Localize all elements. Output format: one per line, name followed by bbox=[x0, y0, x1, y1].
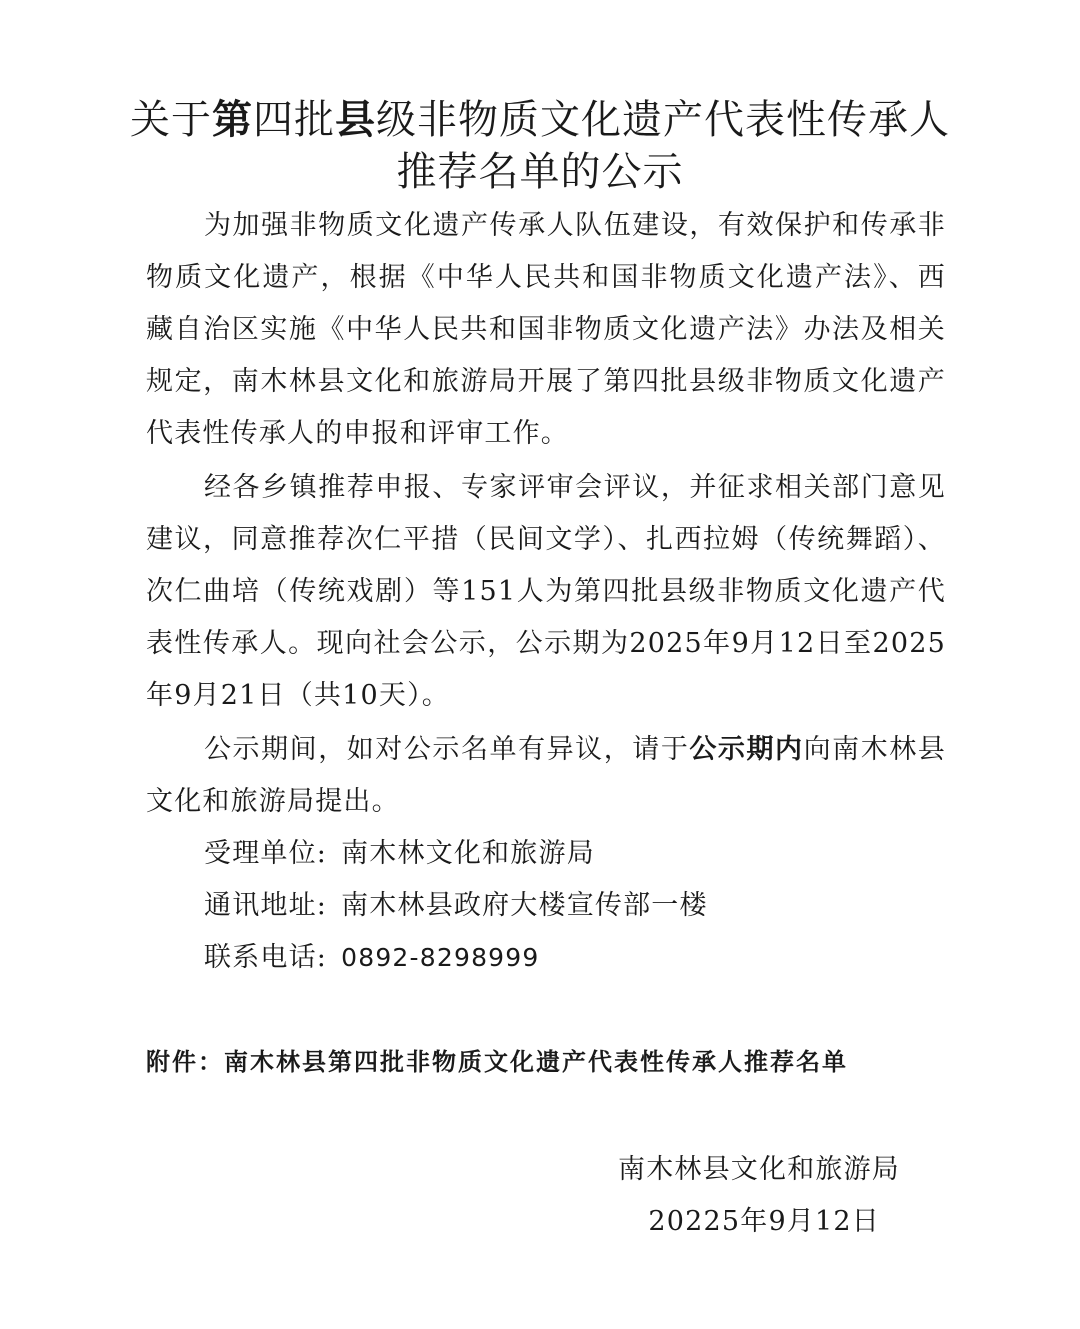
body-paragraph-3 bbox=[146, 724, 946, 828]
contact-unit-value: 南木林文化和旅游局 bbox=[341, 838, 595, 869]
contact-unit bbox=[204, 828, 595, 880]
title-bold-2: 县 bbox=[335, 96, 376, 143]
paragraph-3-text-1: 公示期间，如对公示名单有异议，请于 bbox=[204, 734, 690, 765]
body-paragraph-1: 为加强非物质文化遗产传承人队伍建设，有效保护和传承非物质文化遗产，根据《中华人民共和国非物质文化遗产法》、西藏自治区实施《中华人民共和国非物质文化遗产法》办法及相关规定，南木林县文化和旅游局开展了第四批县级非物质文化遗产代表性传承人的申报和评审工作。 bbox=[146, 210, 946, 449]
contact-phone-value: 0892-8298999 bbox=[341, 943, 540, 972]
body-paragraph-2: 经各乡镇推荐申报、专家评审会评议，并征求相关部门意见建议，同意推荐次仁平措（民间文学）、扎西拉姆（传统舞蹈）、次仁曲培（传统戏剧）等151人为第四批县级非物质文化遗产代表性传承人。现向社会公示，公示期为2025年9月12日至2025年9月21日（共10天）。 bbox=[146, 472, 946, 711]
contact-unit-label: 受理单位: bbox=[204, 838, 328, 869]
title-text-3: 级非物质文化遗产代表性传承人 bbox=[376, 97, 950, 143]
contact-phone-label: 联系电话: bbox=[204, 942, 328, 973]
document-title-line-2: 推荐名单的公示 bbox=[396, 149, 684, 195]
title-text-2: 四批 bbox=[253, 97, 335, 143]
contact-address-label: 通讯地址: bbox=[204, 890, 328, 921]
paragraph-3-bold: 公示期内 bbox=[689, 734, 804, 765]
document-title-line-1 bbox=[100, 94, 980, 146]
attachment-note: 附件：南木林县第四批非物质文化遗产代表性传承人推荐名单 bbox=[146, 1047, 848, 1076]
paragraph-3-text-2: 向南木林县文化和旅游局提出。 bbox=[146, 734, 946, 817]
title-bold-1: 第 bbox=[212, 96, 253, 143]
contact-address bbox=[204, 880, 708, 932]
contact-address-value: 南木林县政府大楼宣传部一楼 bbox=[341, 890, 708, 921]
issue-date: 20225年9月12日 bbox=[648, 1206, 880, 1237]
issuer-signature: 南木林县文化和旅游局 bbox=[618, 1154, 900, 1185]
title-text-1: 关于 bbox=[130, 97, 212, 143]
contact-phone bbox=[204, 932, 540, 984]
